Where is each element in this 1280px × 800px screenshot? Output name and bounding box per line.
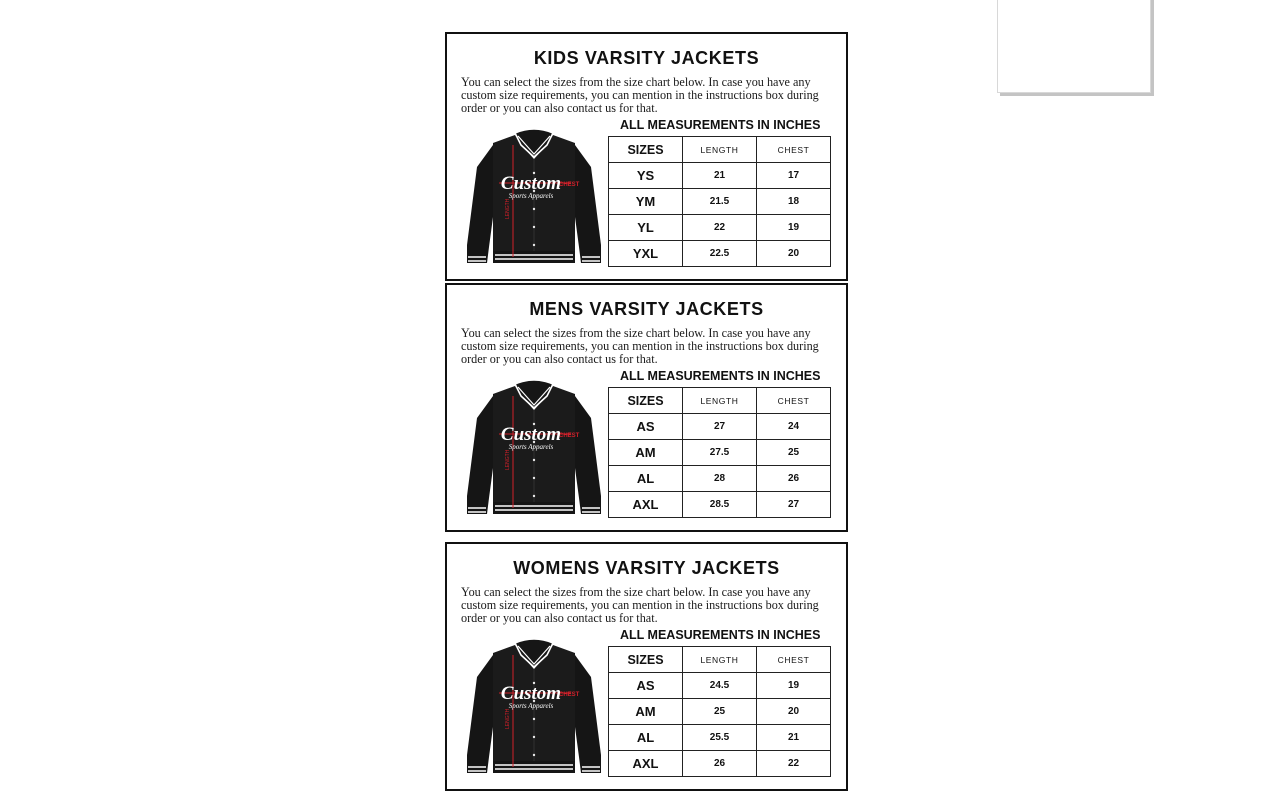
- size-table-header: [609, 388, 831, 414]
- size-cell: YM: [609, 189, 683, 215]
- jacket-tagline-text: Sports Apparels: [508, 192, 554, 200]
- length-cell: 22: [683, 215, 757, 241]
- size-row: [609, 440, 831, 466]
- size-cell: AXL: [609, 492, 683, 518]
- chest-cell: 20: [757, 241, 831, 267]
- size-row: [609, 414, 831, 440]
- chart-title: MENS VARSITY JACKETS: [529, 299, 764, 319]
- chest-cell: 19: [757, 673, 831, 699]
- length-cell: 21.5: [683, 189, 757, 215]
- length-cell: 27: [683, 414, 757, 440]
- size-row: [609, 673, 831, 699]
- size-cell: AS: [609, 673, 683, 699]
- sizes-header: SIZES: [609, 137, 683, 163]
- measurements-note: ALL MEASUREMENTS IN INCHES: [620, 118, 821, 132]
- varsity-jacket-illustration: [463, 127, 605, 275]
- length-tag: LENGTH: [505, 198, 511, 219]
- length-header: LENGTH: [683, 137, 757, 163]
- length-cell: 24.5: [683, 673, 757, 699]
- size-chart-panel: [445, 542, 848, 791]
- size-row: [609, 492, 831, 518]
- jacket-tagline-text: Sports Apparels: [508, 443, 554, 451]
- chest-tag: CHEST: [559, 433, 580, 439]
- size-chart-panel: [445, 32, 848, 281]
- size-row: [609, 241, 831, 267]
- chest-cell: 18: [757, 189, 831, 215]
- chest-header: CHEST: [757, 647, 831, 673]
- size-row: [609, 466, 831, 492]
- sizes-header: SIZES: [609, 647, 683, 673]
- size-cell: AL: [609, 466, 683, 492]
- jacket-logo-text: Custom: [500, 683, 562, 704]
- length-cell: 27.5: [683, 440, 757, 466]
- chest-cell: 24: [757, 414, 831, 440]
- size-table: [608, 387, 831, 518]
- size-cell: YXL: [609, 241, 683, 267]
- size-row: [609, 751, 831, 777]
- chest-header: CHEST: [757, 388, 831, 414]
- chart-title: KIDS VARSITY JACKETS: [533, 48, 760, 68]
- size-cell: AM: [609, 440, 683, 466]
- length-cell: 26: [683, 751, 757, 777]
- size-cell: AL: [609, 725, 683, 751]
- size-cell: YL: [609, 215, 683, 241]
- length-header: LENGTH: [683, 647, 757, 673]
- chest-header: CHEST: [757, 137, 831, 163]
- length-cell: 21: [683, 163, 757, 189]
- length-tag: LENGTH: [505, 449, 511, 470]
- chest-cell: 25: [757, 440, 831, 466]
- length-cell: 22.5: [683, 241, 757, 267]
- size-cell: AM: [609, 699, 683, 725]
- chest-cell: 20: [757, 699, 831, 725]
- measurements-note: ALL MEASUREMENTS IN INCHES: [620, 369, 821, 383]
- chart-description: You can select the sizes from the size chart below. In case you have any custom size requirements, you can mention in the instructions box during order or you can also contact us for that.: [461, 326, 819, 366]
- chest-tag: CHEST: [559, 692, 580, 698]
- jacket-logo-text: Custom: [500, 173, 562, 194]
- chart-title: WOMENS VARSITY JACKETS: [513, 558, 780, 578]
- size-table: [608, 136, 831, 267]
- size-chart-panel: [445, 283, 848, 532]
- length-tag: LENGTH: [505, 708, 511, 729]
- chest-cell: 17: [757, 163, 831, 189]
- length-cell: 25: [683, 699, 757, 725]
- chart-description: You can select the sizes from the size chart below. In case you have any custom size requirements, you can mention in the instructions box during order or you can also contact us for that.: [461, 75, 819, 115]
- jacket-tagline-text: Sports Apparels: [508, 702, 554, 710]
- jacket-logo-text: Custom: [500, 424, 562, 445]
- size-row: [609, 215, 831, 241]
- size-row: [609, 699, 831, 725]
- chest-tag: CHEST: [559, 182, 580, 188]
- chest-cell: 19: [757, 215, 831, 241]
- length-cell: 28.5: [683, 492, 757, 518]
- measurements-note: ALL MEASUREMENTS IN INCHES: [620, 628, 821, 642]
- chart-description: You can select the sizes from the size chart below. In case you have any custom size requirements, you can mention in the instructions box during order or you can also contact us for that.: [461, 585, 819, 625]
- size-table: [608, 646, 831, 777]
- length-cell: 28: [683, 466, 757, 492]
- length-header: LENGTH: [683, 388, 757, 414]
- size-row: [609, 189, 831, 215]
- blank-thumbnail-card: [997, 0, 1151, 93]
- length-cell: 25.5: [683, 725, 757, 751]
- varsity-jacket-illustration: [463, 637, 605, 785]
- chest-cell: 27: [757, 492, 831, 518]
- size-cell: AS: [609, 414, 683, 440]
- chest-cell: 21: [757, 725, 831, 751]
- sizes-header: SIZES: [609, 388, 683, 414]
- chest-cell: 26: [757, 466, 831, 492]
- size-cell: AXL: [609, 751, 683, 777]
- varsity-jacket-illustration: [463, 378, 605, 526]
- chest-cell: 22: [757, 751, 831, 777]
- size-table-header: [609, 137, 831, 163]
- size-table-header: [609, 647, 831, 673]
- size-cell: YS: [609, 163, 683, 189]
- size-row: [609, 163, 831, 189]
- size-row: [609, 725, 831, 751]
